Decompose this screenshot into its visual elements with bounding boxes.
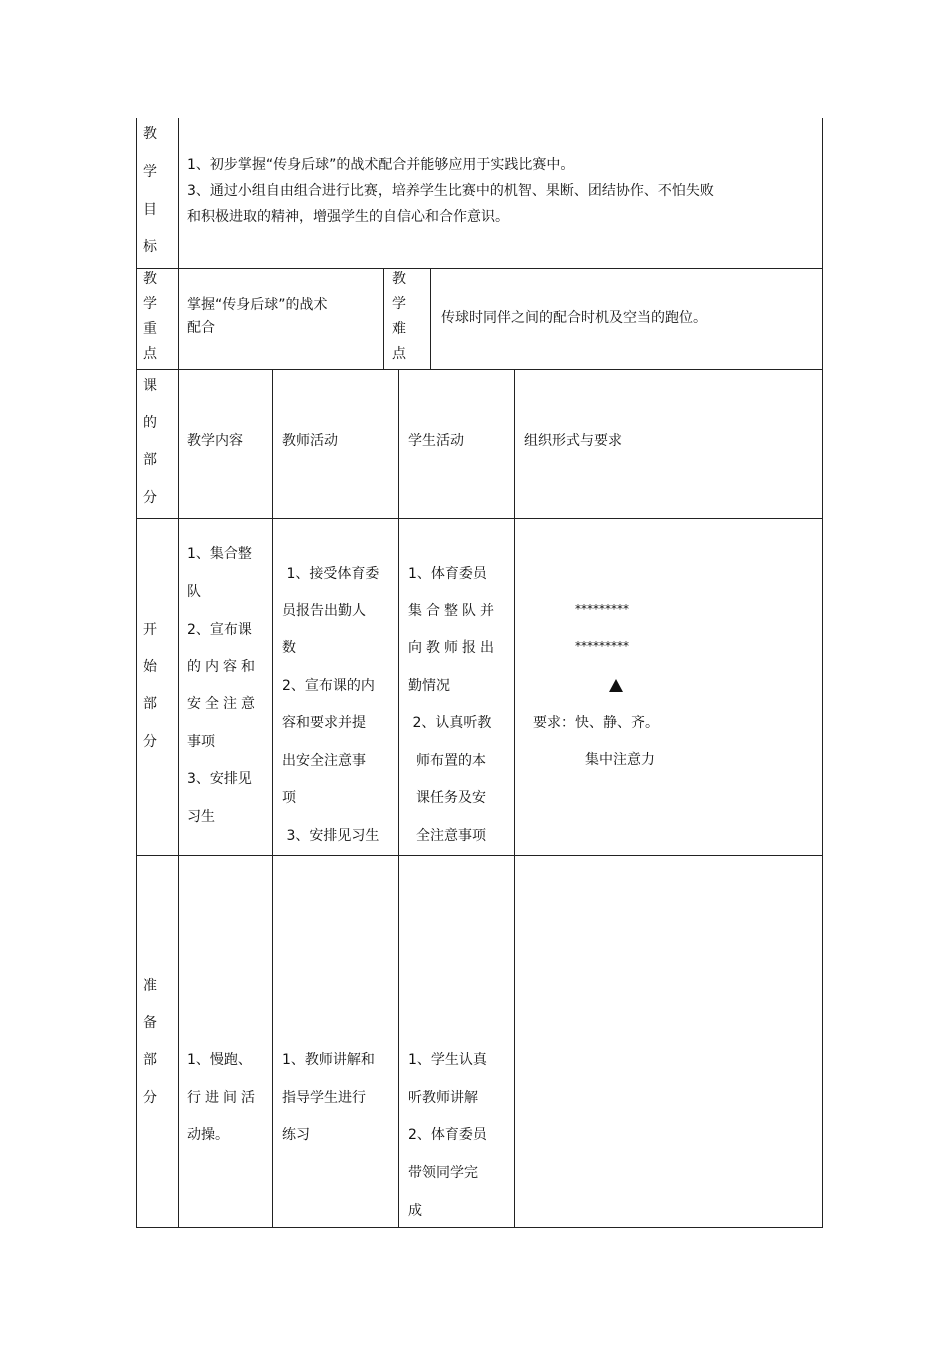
start-teacher-line: 3、安排见习生 <box>282 828 380 844</box>
start-content-line: 3、安排见 <box>187 771 252 787</box>
prep-label-3: 部 <box>143 1052 157 1068</box>
section-label-1: 课 <box>143 378 157 394</box>
start-teacher-line: 容和要求并提 <box>282 715 366 731</box>
grid-line <box>136 369 823 370</box>
start-student-line: 1、体育委员 <box>408 566 487 582</box>
grid-line <box>514 369 515 1228</box>
objective-line-3: 和积极进取的精神，增强学生的自信心和合作意识。 <box>187 209 509 225</box>
prep-content-line: 动操。 <box>187 1127 229 1143</box>
prep-label-4: 分 <box>143 1090 157 1106</box>
start-student-line: 全注意事项 <box>416 828 486 844</box>
start-teacher-line: 项 <box>282 790 296 806</box>
start-teacher-line: 数 <box>282 640 296 656</box>
prep-teacher-line: 指导学生进行 <box>282 1090 366 1106</box>
grid-line <box>272 369 273 1228</box>
grid-line <box>822 118 823 1228</box>
prep-student-line: 听教师讲解 <box>408 1090 478 1106</box>
prep-label-2: 备 <box>143 1015 157 1031</box>
start-content-line: 的内容和 <box>187 659 259 675</box>
column-header-content: 教学内容 <box>187 433 243 449</box>
focus-label-4: 点 <box>143 346 157 362</box>
prep-student-line: 带领同学完 <box>408 1165 478 1181</box>
section-label-4: 分 <box>143 490 157 506</box>
grid-line <box>383 268 384 369</box>
grid-line <box>398 369 399 1228</box>
prep-teacher-line: 1、教师讲解和 <box>282 1052 375 1068</box>
start-student-line: 课任务及安 <box>416 790 486 806</box>
start-label-1: 开 <box>143 622 157 638</box>
formation-row-1: ********* <box>575 602 629 616</box>
column-header-student: 学生活动 <box>408 433 464 449</box>
prep-student-line: 成 <box>408 1203 422 1219</box>
focus-text-1: 掌握“传身后球”的战术 <box>187 297 328 313</box>
start-content-line: 1、集合整 <box>187 546 252 562</box>
start-student-line: 向教师报出 <box>408 640 498 656</box>
start-content-line: 安全注意 <box>187 696 259 712</box>
formation-note: 集中注意力 <box>585 752 655 768</box>
teacher-position-triangle-icon <box>609 679 623 692</box>
grid-line <box>178 118 179 1228</box>
start-label-4: 分 <box>143 734 157 750</box>
section-label-3: 部 <box>143 452 157 468</box>
focus-label-2: 学 <box>143 296 157 312</box>
prep-student-line: 2、体育委员 <box>408 1127 487 1143</box>
grid-line <box>136 1227 823 1228</box>
objectives-label-2: 学 <box>143 164 157 180</box>
objectives-label-4: 标 <box>143 239 157 255</box>
grid-line <box>136 118 137 1228</box>
start-content-line: 队 <box>187 584 201 600</box>
prep-label-1: 准 <box>143 978 157 994</box>
grid-line <box>136 855 823 856</box>
objective-line-2: 3、通过小组自由组合进行比赛，培养学生比赛中的机智、果断、团结协作、不怕失败 <box>187 183 714 199</box>
start-teacher-line: 1、接受体育委 <box>282 566 380 582</box>
start-student-line: 勤情况 <box>408 678 450 694</box>
focus-label-3: 重 <box>143 321 157 337</box>
formation-requirement: 要求：快、静、齐。 <box>533 715 659 731</box>
start-content-line: 2、宣布课 <box>187 622 252 638</box>
difficulty-label-4: 点 <box>392 346 406 362</box>
prep-teacher-line: 练习 <box>282 1127 310 1143</box>
difficulty-label-1: 教 <box>392 271 406 287</box>
start-student-line: 2、认真听教 <box>408 715 492 731</box>
difficulty-text: 传球时同伴之间的配合时机及空当的跑位。 <box>441 310 707 326</box>
formation-row-2: ********* <box>575 639 629 653</box>
objectives-label-3: 目 <box>143 202 157 218</box>
start-teacher-line: 出安全注意事 <box>282 753 366 769</box>
difficulty-label-2: 学 <box>392 296 406 312</box>
objectives-label-1: 教 <box>143 126 157 142</box>
grid-line <box>136 268 823 269</box>
difficulty-label-3: 难 <box>392 321 406 337</box>
start-teacher-line: 2、宣布课的内 <box>282 678 375 694</box>
start-label-3: 部 <box>143 696 157 712</box>
section-label-2: 的 <box>143 415 157 431</box>
prep-student-line: 1、学生认真 <box>408 1052 487 1068</box>
column-header-organization: 组织形式与要求 <box>524 433 622 449</box>
start-student-line: 师布置的本 <box>416 753 486 769</box>
start-content-line: 习生 <box>187 809 215 825</box>
focus-text-2: 配合 <box>187 320 215 336</box>
grid-line <box>136 518 823 519</box>
start-label-2: 始 <box>143 659 157 675</box>
start-student-line: 集合整队并 <box>408 603 498 619</box>
start-content-line: 事项 <box>187 734 215 750</box>
start-teacher-line: 员报告出勤人 <box>282 603 366 619</box>
objective-line-1: 1、初步掌握“传身后球”的战术配合并能够应用于实践比赛中。 <box>187 157 575 173</box>
focus-label-1: 教 <box>143 271 157 287</box>
prep-content-line: 1、慢跑、 <box>187 1052 252 1068</box>
prep-content-line: 行进间活 <box>187 1090 259 1106</box>
column-header-teacher: 教师活动 <box>282 433 338 449</box>
grid-line <box>430 268 431 369</box>
